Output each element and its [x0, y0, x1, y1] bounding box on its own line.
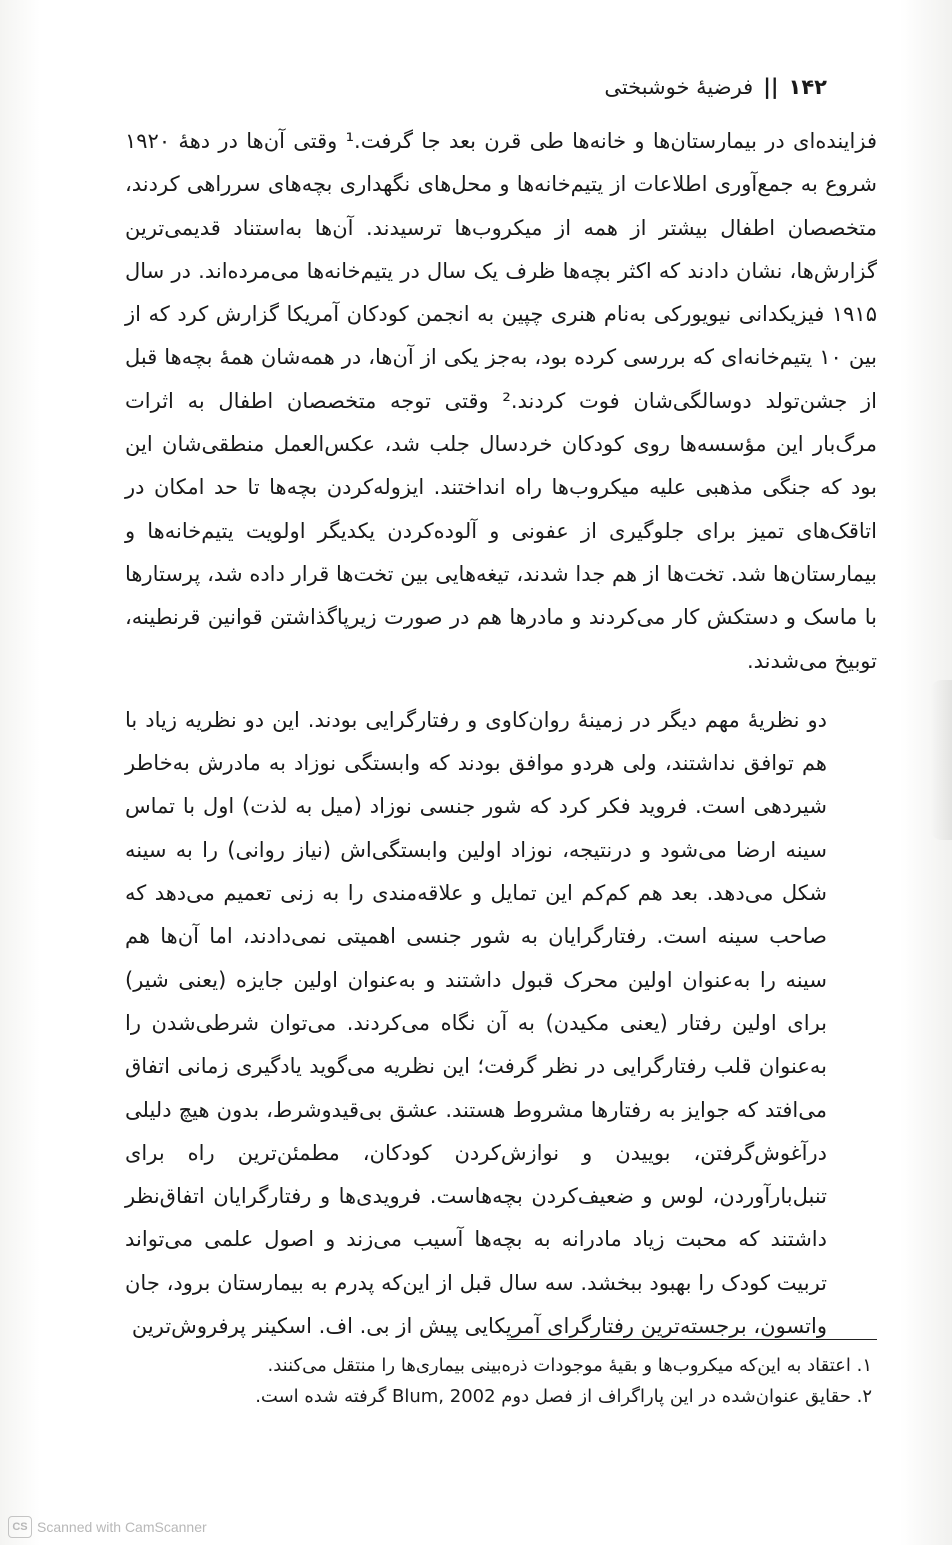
paragraph-2: دو نظریهٔ مهم دیگر در زمینهٔ روان‌کاوی و رفتارگرایی بودند. این دو نظریه زیاد با هم توافق نداشتند، ولی هردو موافق بودند که وابستگی نوزاد به مادرش به‌خاطر شیردهی است. فروید فکر کرد که شور جنسی نوزاد (میل به لذت) اول با تماس سینه ارضا می‌شود و درنتیجه، نوزاد اولین وابستگی‌اش (نیاز روانی) را به سینه شکل می‌دهد. بعد هم کم‌کم این تمایل و علاقه‌مندی را به زنی تعمیم می‌دهد که صاحب سینه است. رفتارگرایان به شور جنسی اهمیتی نمی‌دادند، اما آن‌ها هم سینه را به‌عنوان اولین محرک قبول داشتند و به‌عنوان اولین جایزه (یعنی شیر) برای اولین رفتار (یعنی مکیدن) به آن نگاه می‌کردند. می‌توان شرطی‌شدن را به‌عنوان قلب رفتارگرایی در نظر گرفت؛ این نظریه می‌گوید یادگیری زمانی اتفاق می‌افتد که جوایز به رفتارها مشروط هستند. عشق بی‌قیدوشرط، بدون هیچ دلیلی درآغوش‌گرفتن، بوییدن و نوازش‌کردن کودکان، مطمئن‌ترین راه برای تنبل‌بارآوردن، لوس و ضعیف‌کردن بچه‌هاست. فرویدی‌ها و رفتارگرایان اتفاق‌نظر داشتند که محبت زیاد مادرانه به بچه‌ها آسیب می‌زند و اصول علمی می‌تواند تربیت کودک را بهبود ببخشد. سه سال قبل از این‌که پدرم به بیمارستان برود، جان واتسون، برجسته‌ترین رفتارگرای آمریکایی پیش از بی. اف. اسکینر پرفروش‌ترین	[125, 707, 827, 1339]
paragraph-1: فزاینده‌ای در بیمارستان‌ها و خانه‌ها طی قرن بعد جا گرفت.¹ وقتی آن‌ها در دههٔ ۱۹۲۰ شروع به جمع‌آوری اطلاعات از یتیم‌خانه‌ها و محل‌های نگهداری بچه‌های سرراهی کردند، متخصصان اطفال بیشتر از همه از میکروب‌ها ترسیدند. آن‌ها به‌استناد قدیمی‌ترین گزارش‌ها، نشان دادند که اکثر بچه‌ها ظرف یک سال در یتیم‌خانه‌ها می‌مرده‌اند. در سال ۱۹۱۵ فیزیکدانی نیویورکی به‌نام هنری چپین به انجمن کودکان آمریکا گزارش کرد که از بین ۱۰ یتیم‌خانه‌ای که بررسی کرده بود، به‌جز یکی از آن‌ها، در همه‌شان همهٔ بچه‌ها قبل از جشن‌تولد دوسالگی‌شان فوت کردند.² وقتی توجه متخصصان اطفال به اثرات مرگ‌بار این مؤسسه‌ها روی کودکان خردسال جلب شد، عکس‌العمل منطقی‌شان این بود که جنگی مذهبی علیه میکروب‌ها راه انداختند. ایزوله‌کردن بچه‌ها تا حد امکان در اتاقک‌های تمیز برای جلوگیری از عفونی و آلوده‌کردن یکدیگر اولویت یتیم‌خانه‌ها و بیمارستان‌ها شد. تخت‌ها از هم جدا شدند، تیغه‌هایی بین تخت‌ها قرار داده شد، پرستارها با ماسک و دستکش کار می‌کردند و مادرها هم در صورت زیرپاگذاشتن قوانین قرنطینه، توبیخ می‌شدند.	[125, 129, 878, 673]
footnote-2: ۲. حقایق عنوان‌شده در این پاراگراف از فصل دوم Blum, 2002 گرفته شده است.	[255, 1386, 872, 1407]
running-header	[604, 72, 827, 102]
scanner-watermark	[8, 1514, 207, 1540]
watermark-text: Scanned with CamScanner	[37, 1519, 207, 1535]
body-text	[125, 120, 877, 1348]
page-number: ۱۴۲	[788, 75, 827, 99]
camscanner-logo-icon: CS	[8, 1516, 32, 1538]
footnote-divider	[507, 1339, 877, 1340]
book-title: فرضیهٔ خوشبختی	[604, 75, 754, 99]
header-separator: ||	[763, 75, 779, 99]
footnotes	[112, 1350, 872, 1412]
page-edge-shadow	[930, 680, 952, 840]
footnote-1: ۱. اعتقاد به این‌که میکروب‌ها و بقیهٔ موجودات ذره‌بینی بیماری‌ها را منتقل می‌کنند.	[267, 1355, 872, 1376]
